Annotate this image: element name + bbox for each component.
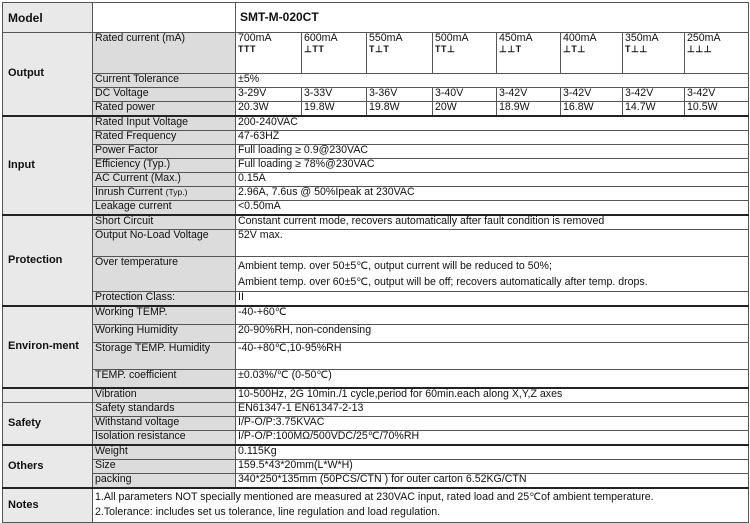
temp-coefficient-value: ±0.03%/℃ (0-50℃) <box>236 370 749 389</box>
dc-voltage-value: 3-42V <box>497 88 561 102</box>
inrush-current-note: (Typ.) <box>165 187 188 197</box>
others-category: Others <box>3 445 93 488</box>
current-tolerance-value: ±5% <box>236 74 749 88</box>
no-load-voltage-value: 52V max. <box>236 230 749 257</box>
others-row-label: packing <box>93 474 236 489</box>
rated-power-value: 18.9W <box>497 102 561 117</box>
input-row-label: Leakage current <box>93 201 236 216</box>
safety-row-value: I/P-O/P:100MΩ/500VDC/25℃/70%RH <box>236 431 749 446</box>
rated-current-cell <box>433 33 497 74</box>
input-row-value: <0.50mA <box>236 201 749 216</box>
rated-power-value: 16.8W <box>561 102 623 117</box>
dc-voltage-value: 3-42V <box>561 88 623 102</box>
rated-current-cell <box>236 33 302 74</box>
notes-category: Notes <box>3 488 93 523</box>
output-category: Output <box>3 33 93 117</box>
inrush-current-label: Inrush Current <box>95 186 163 198</box>
input-row-label: Power Factor <box>93 145 236 159</box>
dip-switch-icon: ⊥T⊥ <box>563 44 586 55</box>
rated-current-value: 550mA <box>369 32 403 44</box>
protection-class-label: Protection Class: <box>93 292 236 307</box>
safety-row-label: Isolation resistance <box>93 431 236 446</box>
dip-switch-icon: ⊥⊥⊥ <box>687 44 713 55</box>
model-label: Model <box>3 3 93 33</box>
protection-category: Protection <box>3 215 93 306</box>
short-circuit-label: Short Circuit <box>93 215 236 230</box>
input-row-label: AC Current (Max.) <box>93 173 236 187</box>
rated-power-value: 14.7W <box>623 102 685 117</box>
rated-current-cell <box>497 33 561 74</box>
safety-row-label: Withstand voltage <box>93 417 236 431</box>
others-row-value: 340*250*135mm (50PCS/CTN ) for outer carton 6.52KG/CTN <box>236 474 749 489</box>
dc-voltage-value: 3-33V <box>302 88 367 102</box>
input-row-value: 200-240VAC <box>236 116 749 131</box>
rated-power-value: 10.5W <box>685 102 749 117</box>
rated-current-value: 500mA <box>435 32 469 44</box>
protection-class-value: II <box>236 292 749 307</box>
short-circuit-value: Constant current mode, recovers automatically after fault condition is removed <box>236 215 749 230</box>
input-row-value: 47-63HZ <box>236 131 749 145</box>
others-row-value: 0.115Kg <box>236 445 749 460</box>
rated-power-value: 20W <box>433 102 497 117</box>
model-value: SMT-M-020CT <box>236 3 749 33</box>
temp-coefficient-label: TEMP. coefficient <box>93 370 236 389</box>
storage-temp-label: Storage TEMP. Humidity <box>93 343 236 370</box>
over-temperature-line-2: Ambient temp. over 60±5℃, output will be off; recovers automatically after temp. drops. <box>238 275 648 288</box>
rated-current-cell <box>302 33 367 74</box>
input-row-label: Efficiency (Typ.) <box>93 159 236 173</box>
spec-table <box>2 2 749 523</box>
dc-voltage-value: 3-36V <box>367 88 433 102</box>
input-row-value: Full loading ≥ 78%@230VAC <box>236 159 749 173</box>
input-row-value: 0.15A <box>236 173 749 187</box>
vibration-value: 10-500Hz, 2G 10min./1 cycle,period for 60min.each along X,Y,Z axes <box>236 388 749 403</box>
rated-power-value: 19.8W <box>302 102 367 117</box>
current-tolerance-label: Current Tolerance <box>93 74 236 88</box>
dip-switch-icon: T⊥T <box>369 44 390 55</box>
rated-current-value: 350mA <box>625 32 659 44</box>
rated-current-value: 600mA <box>304 32 338 44</box>
dip-switch-icon: TT⊥ <box>435 44 456 55</box>
notes-line-1: 1.All parameters NOT specially mentioned are measured at 230VAC input, rated load and 25℃of ambient temperature. <box>95 491 654 503</box>
safety-category: Safety <box>3 403 93 446</box>
dc-voltage-value: 3-42V <box>623 88 685 102</box>
safety-row-label: Safety standards <box>93 403 236 417</box>
rated-current-cell <box>367 33 433 74</box>
dc-voltage-value: 3-42V <box>685 88 749 102</box>
rated-current-cell <box>685 33 749 74</box>
others-row-label: Weight <box>93 445 236 460</box>
dip-switch-icon: ⊥TT <box>304 44 325 55</box>
rated-current-label: Rated current (mA) <box>93 33 236 74</box>
dc-voltage-label: DC Voltage <box>93 88 236 102</box>
rated-current-cell <box>561 33 623 74</box>
input-category: Input <box>3 116 93 215</box>
rated-power-value: 19.8W <box>367 102 433 117</box>
rated-current-value: 450mA <box>499 32 533 44</box>
rated-current-value: 400mA <box>563 32 597 44</box>
no-load-voltage-label: Output No-Load Voltage <box>93 230 236 257</box>
over-temperature-label: Over temperature <box>93 257 236 292</box>
working-humidity-value: 20-90%RH, non-condensing <box>236 325 749 343</box>
notes-line-2: 2.Tolerance: includes set us tolerance, line regulation and load regulation. <box>95 505 441 518</box>
dc-voltage-value: 3-29V <box>236 88 302 102</box>
over-temperature-line-1: Ambient temp. over 50±5℃, output current will be reduced to 50%; <box>238 260 552 272</box>
dip-switch-icon: TTT <box>238 44 256 55</box>
input-row-value: 2.96A, 7.6us @ 50%Ipeak at 230VAC <box>236 187 749 201</box>
dip-switch-icon: T⊥⊥ <box>625 44 648 55</box>
dc-voltage-value: 3-40V <box>433 88 497 102</box>
rated-current-value: 700mA <box>238 32 272 44</box>
over-temperature-value <box>236 257 749 292</box>
rated-current-value: 250mA <box>687 32 721 44</box>
working-humidity-label: Working Humidity <box>93 325 236 343</box>
input-row-label: Rated Input Voltage <box>93 116 236 131</box>
dip-switch-icon: ⊥⊥T <box>499 44 522 55</box>
others-row-value: 159.5*43*20mm(L*W*H) <box>236 460 749 474</box>
rated-power-label: Rated power <box>93 102 236 117</box>
input-row-value: Full loading ≥ 0.9@230VAC <box>236 145 749 159</box>
storage-temp-value: -40-+80℃,10-95%RH <box>236 343 749 370</box>
inrush-current-label-cell <box>93 187 236 201</box>
vibration-label: Vibration <box>93 388 236 403</box>
rated-current-cell <box>623 33 685 74</box>
safety-row-value: I/P-O/P:3.75KVAC <box>236 417 749 431</box>
input-row-label: Rated Frequency <box>93 131 236 145</box>
others-row-label: Size <box>93 460 236 474</box>
working-temp-label: Working TEMP. <box>93 306 236 325</box>
notes-value <box>93 488 749 523</box>
working-temp-value: -40-+60℃ <box>236 306 749 325</box>
safety-row-value: EN61347-1 EN61347-2-13 <box>236 403 749 417</box>
rated-power-value: 20.3W <box>236 102 302 117</box>
environment-category: Environ-ment <box>3 306 93 388</box>
